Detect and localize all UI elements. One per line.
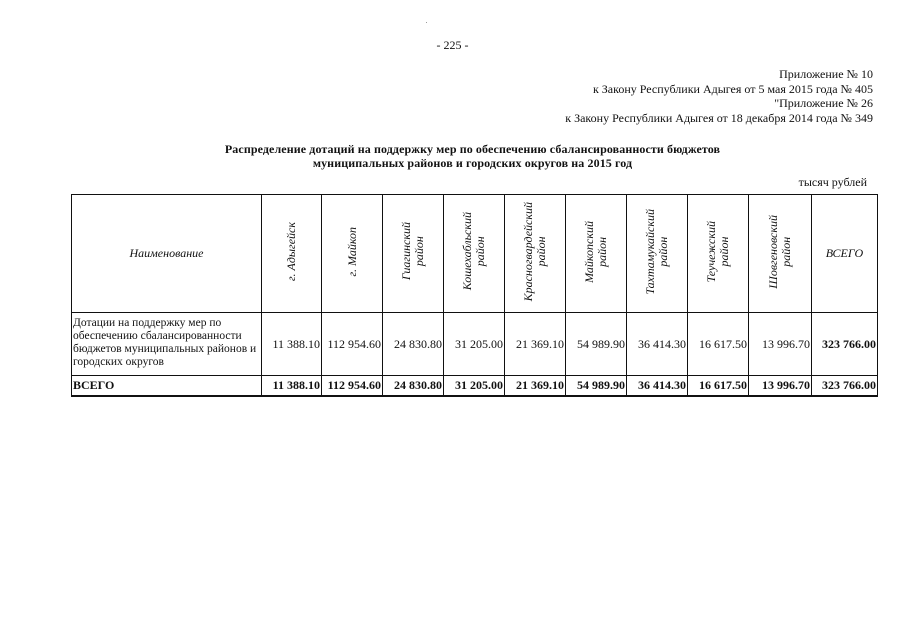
- scan-speck: [426, 22, 427, 23]
- cell-value: 112 954.60: [322, 376, 383, 397]
- column-header: [444, 195, 505, 313]
- column-header: [566, 195, 627, 313]
- cell-value: 31 205.00: [444, 376, 505, 397]
- column-header-total: ВСЕГО: [812, 195, 878, 313]
- column-header: [262, 195, 322, 313]
- cell-value: 54 989.90: [566, 376, 627, 397]
- cell-total: 323 766.00: [812, 376, 878, 397]
- cell-value: 11 388.10: [262, 313, 322, 376]
- row-name: Дотации на поддержку мер по обеспечению сбалансированности бюджетов муниципальных районов и городских округов: [72, 313, 262, 376]
- column-header: [505, 195, 566, 313]
- units-label: тысяч рублей: [798, 175, 867, 189]
- appendix-line-3: "Приложение № 26: [774, 96, 873, 110]
- cell-total: 323 766.00: [812, 313, 878, 376]
- column-header-label: Шовгеновский район: [766, 214, 793, 289]
- cell-value: 36 414.30: [627, 376, 688, 397]
- cell-value: 13 996.70: [749, 313, 812, 376]
- title-line-2: муниципальных районов и городских округов на 2015 год: [312, 156, 633, 170]
- title-line-1: Распределение дотаций на поддержку мер по обеспечению сбалансированности бюджетов: [224, 142, 721, 156]
- cell-value: 21 369.10: [505, 313, 566, 376]
- table-total-row: [72, 376, 878, 397]
- column-header: [383, 195, 444, 313]
- column-header-label: г. Адыгейск: [284, 222, 298, 281]
- column-header-label: г. Майкоп: [344, 226, 359, 277]
- cell-value: 13 996.70: [749, 376, 812, 397]
- table-header-row: [72, 195, 878, 313]
- row-name: ВСЕГО: [72, 376, 262, 397]
- appendix-line-2: к Закону Республики Адыгея от 5 мая 2015 года № 405: [592, 81, 873, 96]
- cell-value: 16 617.50: [688, 313, 749, 376]
- cell-value: 16 617.50: [688, 376, 749, 397]
- column-header-label: Гиагинский район: [399, 222, 426, 281]
- column-header: [627, 195, 688, 313]
- cell-value: 54 989.90: [566, 313, 627, 376]
- column-header: [688, 195, 749, 313]
- appendix-line-4: к Закону Республики Адыгея от 18 декабря 2014 года № 349: [565, 110, 873, 125]
- column-header-label: Кошехабльский район: [460, 212, 487, 291]
- column-header-label: Майкопский район: [582, 220, 609, 283]
- column-header-label: Тахтамукайский район: [643, 208, 670, 295]
- table-row: [72, 313, 878, 376]
- column-header: [322, 195, 383, 313]
- cell-value: 24 830.80: [383, 376, 444, 397]
- cell-value: 21 369.10: [505, 376, 566, 397]
- cell-value: 31 205.00: [444, 313, 505, 376]
- column-header-name: Наименование: [72, 195, 262, 313]
- distribution-table: [71, 194, 878, 397]
- cell-value: 24 830.80: [383, 313, 444, 376]
- cell-value: 11 388.10: [262, 376, 322, 397]
- cell-value: 112 954.60: [322, 313, 383, 376]
- document-title: [0, 142, 905, 170]
- cell-value: 36 414.30: [627, 313, 688, 376]
- column-header: [749, 195, 812, 313]
- appendix-line-1: Приложение № 10: [779, 67, 873, 81]
- column-header-label: Красногвардейский район: [521, 201, 548, 302]
- appendix-reference: [565, 67, 873, 125]
- page-number: - 225 -: [436, 38, 469, 52]
- column-header-label: Теучежский район: [704, 220, 731, 283]
